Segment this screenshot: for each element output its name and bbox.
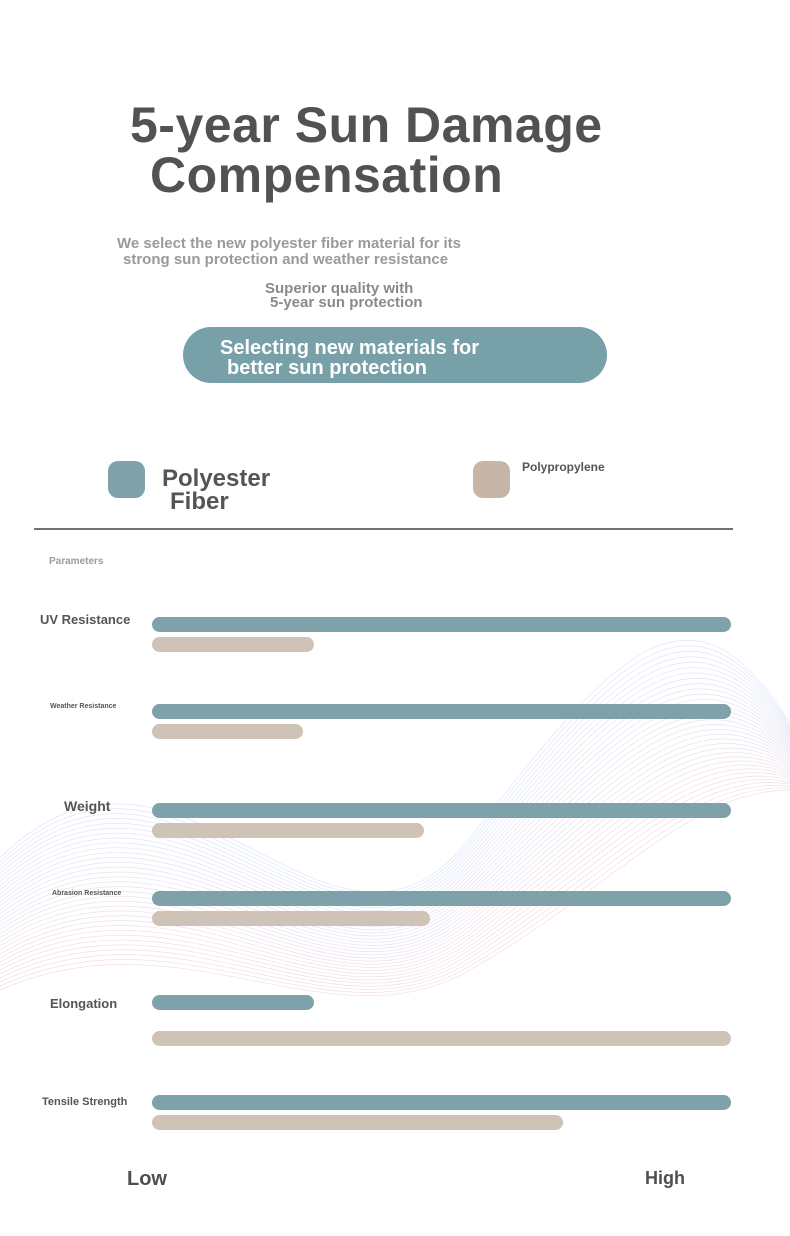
bar-polypropylene	[152, 823, 424, 838]
category-label: UV Resistance	[40, 612, 131, 627]
wave-line	[0, 640, 790, 892]
legend-label-polyester	[162, 467, 362, 513]
quality-line-1: Superior quality with	[265, 280, 414, 297]
bar-polyester	[152, 803, 731, 818]
description-line-2: strong sun protection and weather resistance	[123, 251, 449, 268]
bar-polyester	[152, 617, 731, 632]
page-title	[130, 97, 730, 203]
bar-polypropylene	[152, 724, 303, 739]
bar-polyester	[152, 995, 314, 1010]
wave-line	[0, 657, 790, 902]
wave-line	[0, 748, 790, 958]
description-text	[117, 236, 537, 268]
legend-swatch-polyester	[108, 461, 145, 498]
legend-label-polypropylene: Polypropylene	[522, 460, 605, 474]
wave-line	[0, 769, 790, 974]
title-line-1: 5-year Sun Damage	[130, 97, 603, 153]
axis-low-label: Low	[127, 1168, 167, 1190]
banner-line-1: Selecting new materials for	[220, 337, 479, 359]
bar-polyester	[152, 1095, 731, 1110]
bar-polypropylene	[152, 1115, 563, 1130]
section-divider	[34, 528, 733, 530]
category-label: Weather Resistance	[50, 703, 117, 710]
axis-high-label: High	[645, 1168, 685, 1188]
title-line-2: Compensation	[150, 147, 504, 203]
category-label: Elongation	[50, 996, 118, 1011]
category-label: Weight	[64, 798, 111, 814]
banner-line-2: better sun protection	[227, 357, 428, 379]
wave-line	[0, 752, 790, 961]
description-line-1: We select the new polyester fiber material for its	[117, 235, 462, 252]
category-label: Abrasion Resistance	[52, 890, 122, 897]
legend-polyester-line-1: Polyester	[162, 465, 271, 492]
bar-polypropylene	[152, 911, 430, 926]
legend-swatch-polypropylene	[473, 461, 510, 498]
wave-line	[0, 757, 790, 964]
bar-polypropylene	[152, 1031, 731, 1046]
quality-text	[265, 282, 525, 310]
quality-line-2: 5-year sun protection	[270, 294, 423, 311]
category-label: Tensile Strength	[42, 1096, 128, 1108]
parameters-header: Parameters	[49, 556, 104, 567]
bar-polyester	[152, 704, 731, 719]
wave-line	[0, 662, 790, 905]
highlight-banner-text	[220, 338, 600, 378]
wave-line	[0, 765, 790, 971]
legend-polyester-line-2: Fiber	[170, 488, 229, 515]
bar-polyester	[152, 891, 731, 906]
bar-polypropylene	[152, 637, 314, 652]
